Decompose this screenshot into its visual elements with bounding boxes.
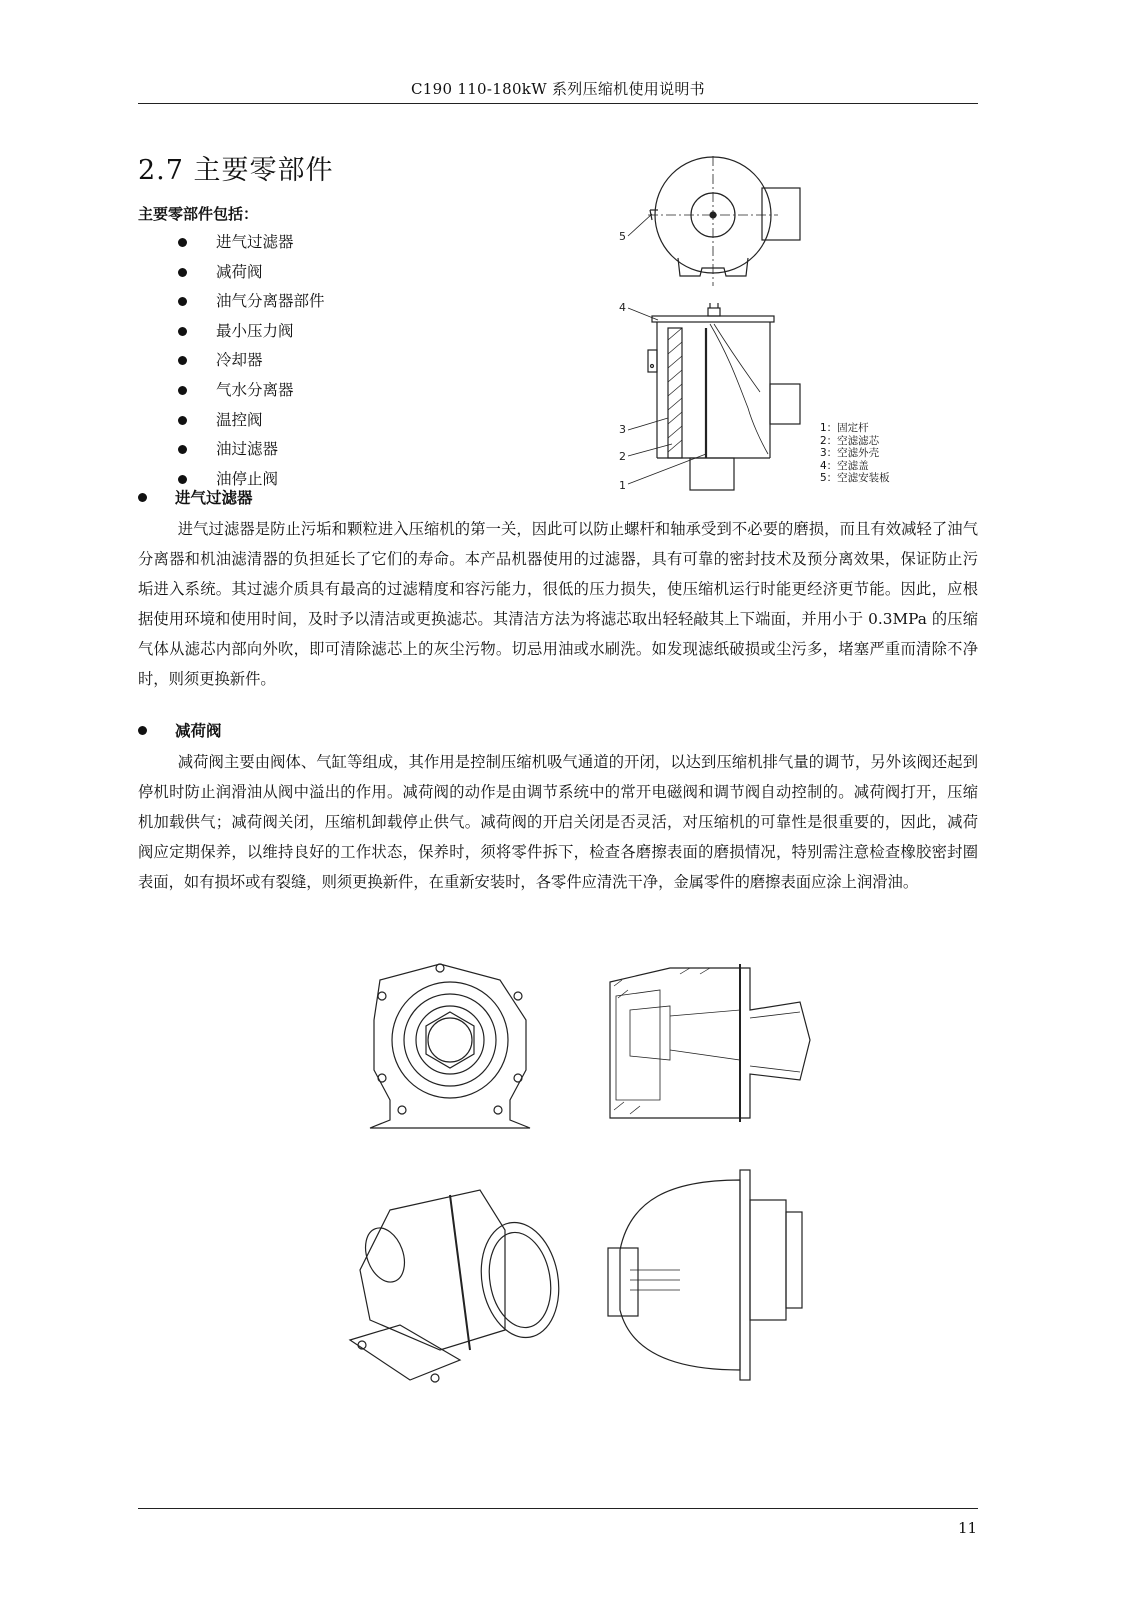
legend-item: 3：空滤外壳 [820,447,880,459]
bullet-icon [178,327,187,336]
bullet-icon [178,238,187,247]
parts-intro: 主要零部件包括： [138,205,259,223]
valve-isometric-view [350,1190,567,1382]
bullet-icon [178,445,187,454]
list-item: 温控阀 [178,406,325,436]
bullet-icon [178,297,187,306]
header-divider [138,103,978,104]
list-item: 最小压力阀 [178,317,325,347]
air-filter-paragraph: 进气过滤器是防止污垢和颗粒进入压缩机的第一关，因此可以防止螺杆和轴承受到不必要的磨损，而且有效减轻了油气分离器和机油滤清器的负担延长了它们的寿命。本产品机器使用的过滤器，具有可靠的密封技术及预分离效果，保证防止污垢进入系统。其过滤介质具有最高的过滤精度和容污能力，很低的压力损失，使压缩机运行时能更经济更节能。因此，应根据使用环境和使用时间，及时予以清洁或更换滤芯。其清洁方法为将滤芯取出轻轻敲其上下端面，并用小于 0.3MPa 的压缩气体从滤芯内部向外吹，即可清除滤芯上的灰尘污物。切忌用油或水刷洗。如发现滤纸破损或尘污多，堵塞严重而清除不净时，则须更换新件。 [138,520,978,688]
bullet-icon [178,386,187,395]
legend-item: 4：空滤盖 [820,459,869,472]
bullet-icon [178,268,187,277]
callout-label: 4 [619,301,626,314]
section-title: 2.7 主要零部件 [138,155,334,186]
footer-divider [138,1508,978,1509]
legend-item: 2：空滤滤芯 [820,434,880,447]
callout-label: 2 [619,450,626,463]
bullet-icon [138,493,147,502]
air-filter-heading: 进气过滤器 [138,486,253,508]
valve-side-view [608,1170,802,1380]
bullet-icon [138,726,147,735]
list-item: 油气分离器部件 [178,287,325,317]
legend-item: 5：空滤安装板 [820,472,890,484]
valve-front-view [370,964,530,1128]
list-item: 冷却器 [178,346,325,376]
unloader-valve-drawing [330,950,830,1410]
callout-label: 1 [619,479,626,492]
list-item: 进气过滤器 [178,228,325,258]
parts-list [178,228,325,494]
list-item: 减荷阀 [178,258,325,288]
bullet-icon [178,475,187,484]
figure-legend [820,422,890,485]
unloader-valve-paragraph: 减荷阀主要由阀体、气缸等组成，其作用是控制压缩机吸气通道的开闭，以达到压缩机排气量的调节，另外该阀还起到停机时防止润滑油从阀中溢出的作用。减荷阀的动作是由调节系统中的常开电磁阀和调节阀自动控制的。减荷阀打开，压缩机加载供气；减荷阀关闭，压缩机卸载停止供气。减荷阀的开启关闭是否灵活，对压缩机的可靠性是很重要的，因此，减荷阀应定期保养，以维持良好的工作状态，保养时，须将零件拆下，检查各磨擦表面的磨损情况，特别需注意检查橡胶密封圈表面，如有损坏或有裂缝，则须更换新件，在重新安装时，各零件应清洗干净，金属零件的磨擦表面应涂上润滑油。 [138,753,978,891]
bullet-icon [178,416,187,425]
callout-label: 3 [619,423,626,436]
legend-item: 1：固定杆 [820,422,869,434]
list-item: 气水分离器 [178,376,325,406]
list-item: 油过滤器 [178,435,325,465]
bullet-icon [178,356,187,365]
page-header: C190 110-180kW 系列压缩机使用说明书 [411,80,705,98]
valve-section-view [610,964,810,1122]
callout-label: 5 [619,230,626,243]
unloader-valve-heading: 减荷阀 [138,719,222,741]
list-item: 油停止阀 [178,465,325,495]
page-number: 11 [958,1519,978,1537]
